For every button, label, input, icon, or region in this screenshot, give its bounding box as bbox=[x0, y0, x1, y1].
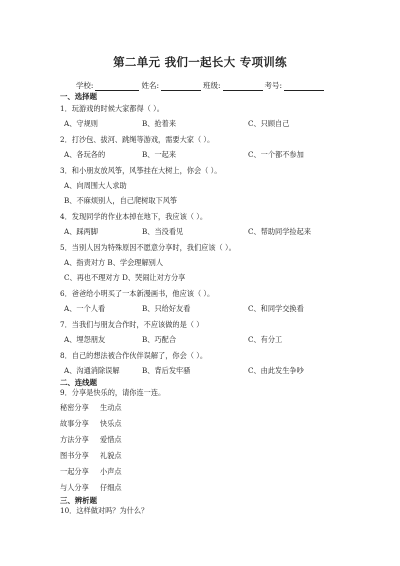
option[interactable]: B、一起来 bbox=[142, 150, 177, 159]
question-2: 2．打沙包、拔河、跳绳等游戏，需要大家（ ）。 bbox=[60, 135, 215, 144]
option[interactable]: A、守规则 bbox=[64, 119, 98, 128]
option[interactable]: B、不麻烦别人，自己爬树取下风筝 bbox=[64, 196, 178, 205]
match-right[interactable]: 快乐点 bbox=[100, 419, 122, 428]
section-heading-match: 二、连线题 bbox=[60, 378, 97, 387]
match-right[interactable]: 礼貌点 bbox=[100, 451, 122, 460]
match-left[interactable]: 方法分享 bbox=[60, 435, 89, 444]
match-row bbox=[60, 403, 360, 413]
exam-no-label: 考号: bbox=[264, 81, 283, 90]
question-2-options bbox=[60, 150, 360, 160]
section-heading-judge: 三、辨析题 bbox=[60, 496, 97, 505]
option[interactable]: C、一个都不参加 bbox=[248, 150, 304, 159]
question-4-options bbox=[60, 227, 360, 237]
question-8: 8．自己的想法被合作伙伴误解了，你会（ ）。 bbox=[60, 351, 208, 360]
match-left[interactable]: 秘密分享 bbox=[60, 403, 89, 412]
option[interactable]: C、有分工 bbox=[248, 335, 283, 344]
class-blank[interactable] bbox=[223, 82, 263, 91]
option[interactable]: A、沟通消除误解 bbox=[64, 366, 120, 375]
match-row bbox=[60, 419, 360, 429]
match-right[interactable]: 生动点 bbox=[100, 403, 122, 412]
option[interactable]: A、一个人看 bbox=[64, 304, 106, 313]
question-7-options bbox=[60, 335, 360, 345]
option[interactable]: A、指责对方 B、学会理解别人 bbox=[64, 258, 164, 267]
option[interactable]: B、只给好友看 bbox=[142, 304, 191, 313]
section-heading-choice: 一、选择题 bbox=[60, 92, 97, 101]
question-5: 5．当别人因为特殊原因不愿意分享时，我们应该（ ）。 bbox=[60, 243, 236, 252]
question-7: 7．当我们与朋友合作时，不应该做的是（ ） bbox=[60, 320, 204, 329]
match-row bbox=[60, 451, 360, 461]
match-row bbox=[60, 435, 360, 445]
question-9: 9．分享是快乐的，请你连一连。 bbox=[60, 388, 166, 397]
option[interactable]: C、只顾自己 bbox=[248, 119, 290, 128]
name-label: 姓名: bbox=[141, 81, 159, 90]
option[interactable]: B、背后发牢骚 bbox=[142, 366, 191, 375]
option[interactable]: B、巧配合 bbox=[142, 335, 177, 344]
option[interactable]: A、踩两脚 bbox=[64, 227, 98, 236]
match-row bbox=[60, 467, 360, 477]
question-6: 6．爸爸给小明买了一本新漫画书，他应该（ ）。 bbox=[60, 289, 215, 298]
match-left[interactable]: 故事分享 bbox=[60, 419, 89, 428]
question-8-options bbox=[60, 366, 360, 376]
match-right[interactable]: 仔细点 bbox=[100, 483, 122, 492]
match-right[interactable]: 小声点 bbox=[100, 467, 122, 476]
match-left[interactable]: 一起分享 bbox=[60, 467, 89, 476]
option[interactable]: A、各玩各的 bbox=[64, 150, 106, 159]
question-3: 3．和小朋友放风筝，风筝挂在大树上，你会（ ）。 bbox=[60, 166, 222, 175]
question-1-options bbox=[60, 119, 360, 129]
option[interactable]: C、由此发生争吵 bbox=[248, 366, 304, 375]
question-4: 4．发现同学的作业本掉在地下，我应该（ ）。 bbox=[60, 212, 208, 221]
option[interactable]: C、再也不理对方 D、哭闹让对方分享 bbox=[64, 273, 186, 282]
exam-no-blank[interactable] bbox=[284, 82, 324, 91]
class-label: 班级: bbox=[203, 81, 221, 90]
question-1: 1．玩游戏的时候大家都得（ ）。 bbox=[60, 104, 164, 113]
school-label: 学校: bbox=[75, 81, 94, 90]
page-title: 第二单元 我们一起长大 专项训练 bbox=[113, 55, 287, 69]
question-10: 10．这样做对吗？为什么？ bbox=[60, 506, 149, 515]
question-6-options bbox=[60, 304, 360, 314]
worksheet-content bbox=[60, 92, 360, 516]
option[interactable]: A、向周围大人求助 bbox=[64, 181, 127, 190]
match-left[interactable]: 图书分享 bbox=[60, 451, 89, 460]
option[interactable]: A、埋怨朋友 bbox=[64, 335, 106, 344]
name-blank[interactable] bbox=[161, 82, 201, 91]
student-info-row bbox=[0, 80, 400, 91]
match-row bbox=[60, 483, 360, 493]
option[interactable]: C、和同学交换看 bbox=[248, 304, 304, 313]
match-list bbox=[60, 403, 360, 493]
match-left[interactable]: 与人分享 bbox=[60, 483, 89, 492]
option[interactable]: B、当没看见 bbox=[142, 227, 184, 236]
option[interactable]: B、抢着来 bbox=[142, 119, 177, 128]
match-right[interactable]: 爱惜点 bbox=[100, 435, 122, 444]
school-blank[interactable] bbox=[95, 82, 139, 91]
option[interactable]: C、帮助同学捡起来 bbox=[248, 227, 312, 236]
